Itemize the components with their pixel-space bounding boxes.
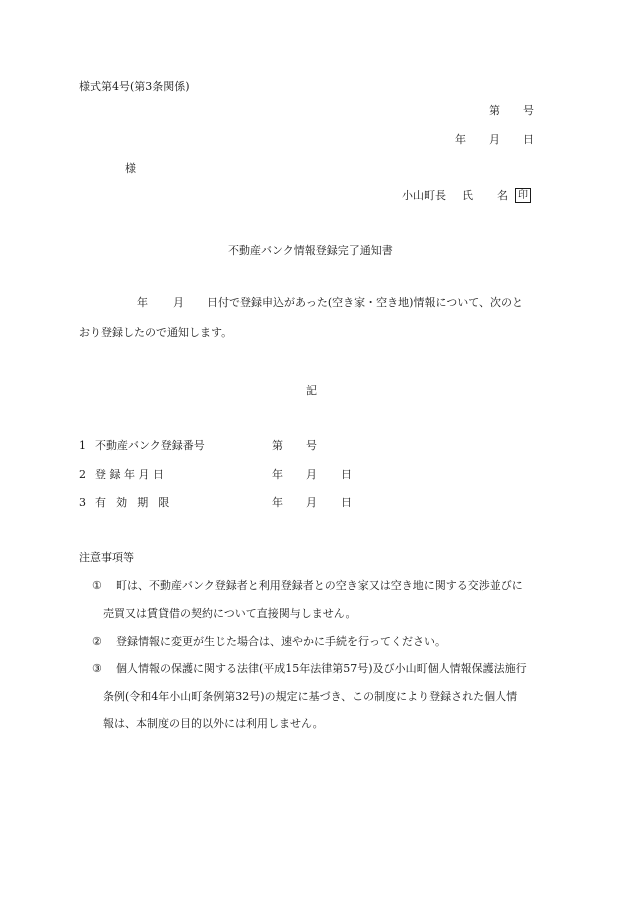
date-year: 年 bbox=[455, 133, 466, 146]
doc-number-prefix: 第 bbox=[489, 104, 500, 117]
issuer-title: 小山町長 bbox=[402, 189, 446, 202]
issuer-name-label-2: 名 bbox=[497, 189, 508, 202]
date-day: 日 bbox=[523, 133, 534, 146]
body-year: 年 bbox=[137, 296, 148, 309]
note-1-line-1: 町は、不動産バンク登録者と利用登録者との空き家又は空き地に関する交渉並びに bbox=[116, 579, 523, 592]
item-value-3: 日 bbox=[341, 496, 352, 509]
note-3-mark: ③ bbox=[92, 662, 102, 675]
seal-icon: 印 bbox=[511, 188, 531, 203]
body-line-2: おり登録したので通知します。 bbox=[79, 326, 233, 339]
doc-number-suffix: 号 bbox=[523, 104, 534, 117]
item-label: 登 録 年 月 日 bbox=[95, 468, 164, 481]
body-line-1: 日付で登録申込があった(空き家・空き地)情報について、次のと bbox=[207, 296, 524, 309]
item-value-2: 月 bbox=[306, 468, 317, 481]
ki-heading: 記 bbox=[306, 384, 317, 397]
note-2-mark: ② bbox=[92, 635, 102, 648]
issuer-name-label-1: 氏 bbox=[462, 189, 473, 202]
note-3-line-3: 報は、本制度の目的以外には利用しません。 bbox=[103, 717, 324, 730]
note-1-line-2: 売買又は賃貸借の契約について直接関与しません。 bbox=[103, 607, 357, 620]
body-month: 月 bbox=[173, 296, 184, 309]
item-label: 不動産バンク登録番号 bbox=[95, 439, 205, 452]
note-3-line-1: 個人情報の保護に関する法律(平成15年法律第57号)及び小山町個人情報保護法施行 bbox=[116, 662, 527, 675]
note-1-mark: ① bbox=[92, 579, 102, 592]
item-number: 1 bbox=[79, 439, 86, 452]
item-value-1: 第 bbox=[272, 439, 283, 452]
item-value-1: 年 bbox=[272, 468, 283, 481]
note-3-line-2: 条例(令和4年小山町条例第32号)の規定に基づき、この制度により登録された個人情 bbox=[103, 690, 518, 703]
item-value-2: 号 bbox=[306, 439, 317, 452]
item-label: 有 効 期 限 bbox=[95, 496, 173, 509]
item-number: 3 bbox=[79, 496, 86, 509]
form-label: 様式第4号(第3条関係) bbox=[79, 80, 190, 93]
item-number: 2 bbox=[79, 468, 86, 481]
date-month: 月 bbox=[489, 133, 500, 146]
notes-heading: 注意事項等 bbox=[79, 551, 134, 564]
note-2-line-1: 登録情報に変更が生じた場合は、速やかに手続を行ってください。 bbox=[116, 635, 446, 648]
document-title: 不動産バンク情報登録完了通知書 bbox=[228, 244, 393, 257]
addressee-suffix: 様 bbox=[125, 162, 136, 175]
item-value-1: 年 bbox=[272, 496, 283, 509]
item-value-2: 月 bbox=[306, 496, 317, 509]
item-value-3: 日 bbox=[341, 468, 352, 481]
